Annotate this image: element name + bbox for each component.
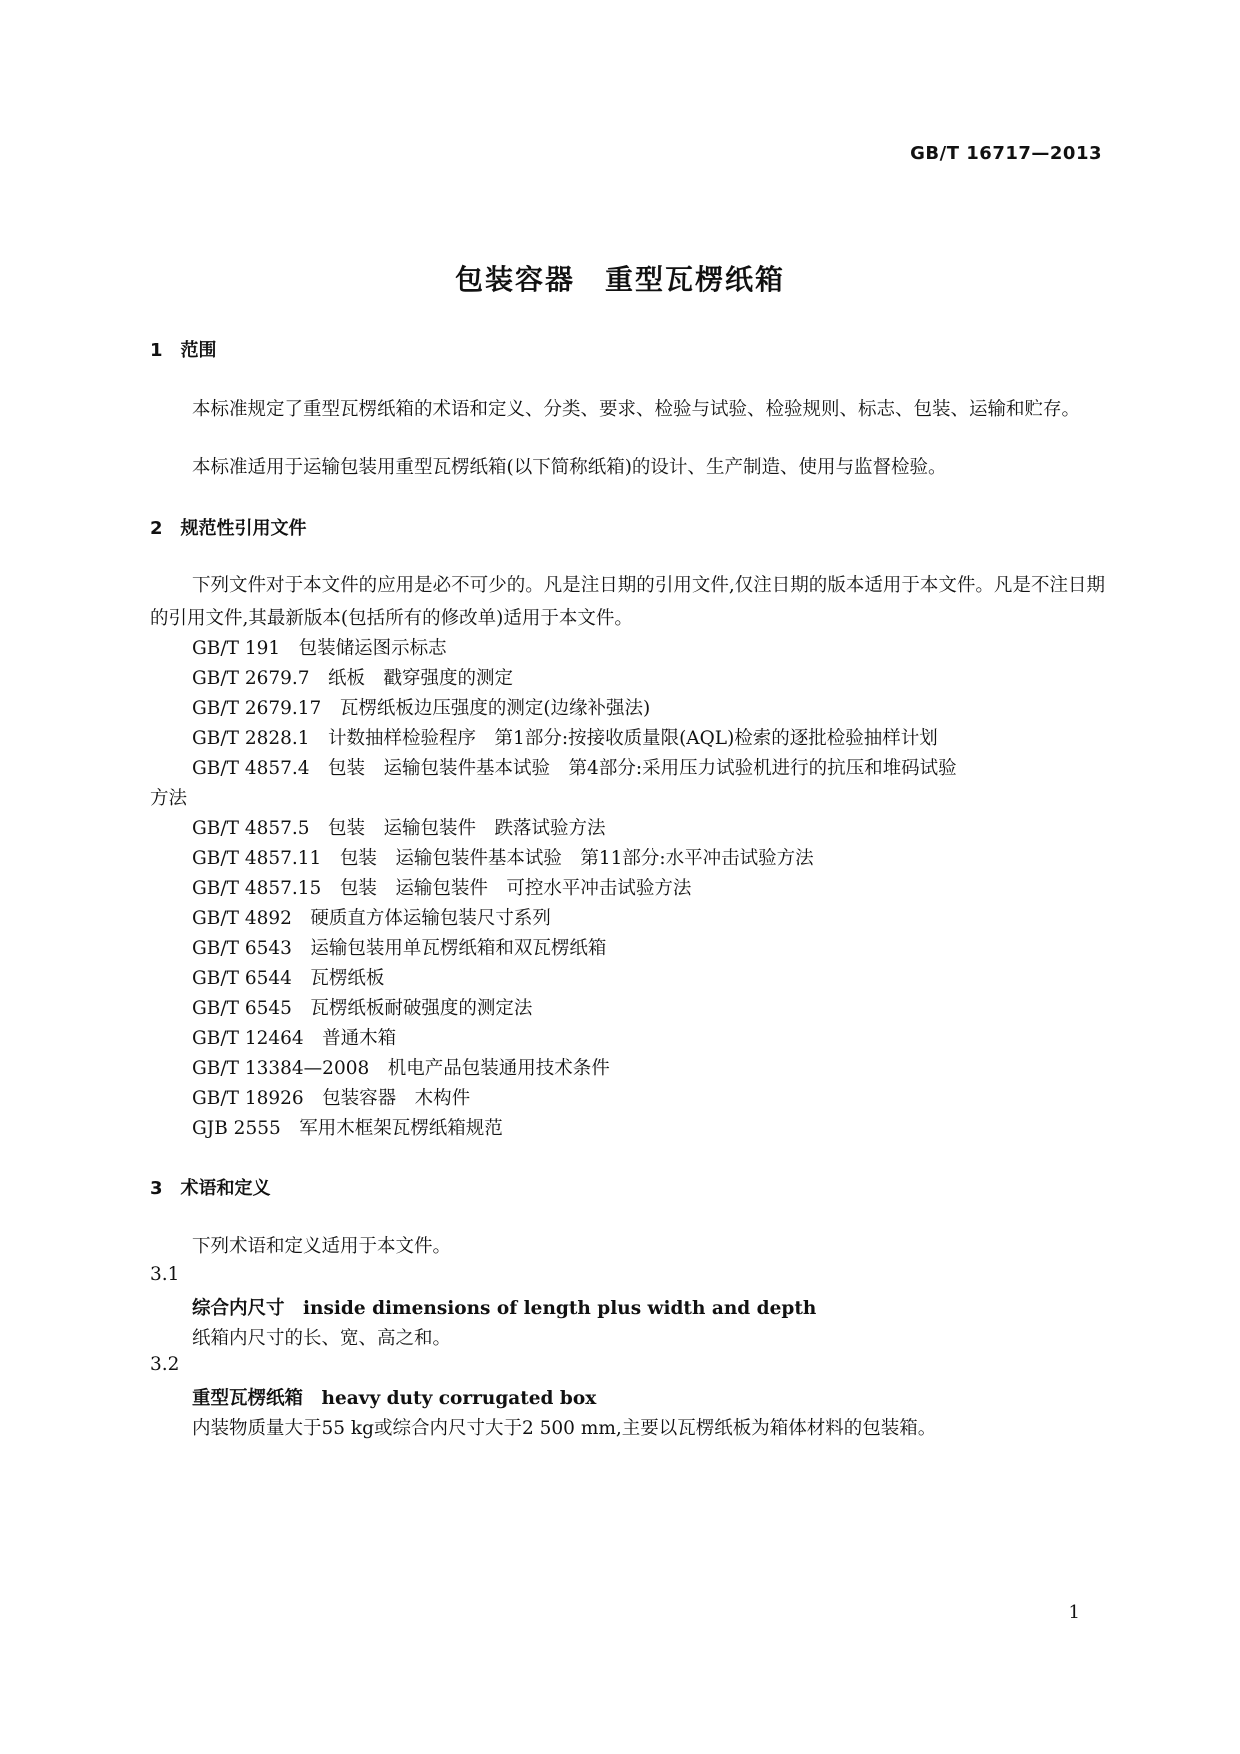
page-number: 1 [1068,1602,1080,1623]
scope-paragraph-2: 本标准适用于运输包装用重型瓦楞纸箱(以下简称纸箱)的设计、生产制造、使用与监督检验。 [192,457,947,478]
document-title: 包装容器 重型瓦楞纸箱 [454,263,785,296]
reference-item: GB/T 2828.1 计数抽样检验程序 第1部分:按接收质量限(AQL)检索的逐批检验抽样计划 [192,728,938,749]
reference-item: GB/T 4857.15 包装 运输包装件 可控水平冲击试验方法 [192,878,692,899]
reference-item: GB/T 4857.4 包装 运输包装件基本试验 第4部分:采用压力试验机进行的抗压和堆码试验 [192,758,957,779]
references-intro-paragraph: 下列文件对于本文件的应用是必不可少的。凡是注日期的引用文件,仅注日期的版本适用于本文件。凡是不注日期的引用文件,其最新版本(包括所有的修改单)适用于本文件。 [150,575,1105,629]
reference-item: GJB 2555 军用木框架瓦楞纸箱规范 [192,1118,503,1139]
reference-item: GB/T 6545 瓦楞纸板耐破强度的测定法 [192,998,533,1019]
section-heading-normative-references: 2 规范性引用文件 [150,518,307,539]
reference-item: GB/T 6543 运输包装用单瓦楞纸箱和双瓦楞纸箱 [192,938,607,959]
reference-item: GB/T 4857.11 包装 运输包装件基本试验 第11部分:水平冲击试验方法 [192,848,814,869]
term-title: 重型瓦楞纸箱 heavy duty corrugated box [192,1388,597,1409]
reference-item: GB/T 191 包装储运图示标志 [192,638,447,659]
reference-item: GB/T 2679.7 纸板 戳穿强度的测定 [192,668,514,689]
section-heading-scope: 1 范围 [150,340,217,361]
term-definition: 内装物质量大于55 kg或综合内尺寸大于2 500 mm,主要以瓦楞纸板为箱体材料的包装箱。 [192,1418,937,1439]
term-title: 综合内尺寸 inside dimensions of length plus width and depth [192,1298,817,1319]
terms-intro: 下列术语和定义适用于本文件。 [192,1236,452,1257]
term-definition: 纸箱内尺寸的长、宽、高之和。 [192,1328,452,1349]
reference-item: GB/T 2679.17 瓦楞纸板边压强度的测定(边缘补强法) [192,698,651,719]
reference-item: GB/T 4892 硬质直方体运输包装尺寸系列 [192,908,551,929]
reference-item: GB/T 13384—2008 机电产品包装通用技术条件 [192,1058,610,1079]
reference-item: GB/T 12464 普通木箱 [192,1028,397,1049]
scope-paragraph-1: 本标准规定了重型瓦楞纸箱的术语和定义、分类、要求、检验与试验、检验规则、标志、包装、运输和贮存。 [192,399,1081,420]
term-number: 3.2 [150,1354,180,1375]
term-number: 3.1 [150,1264,180,1285]
reference-item: GB/T 6544 瓦楞纸板 [192,968,385,989]
document-number: GB/T 16717—2013 [910,143,1102,164]
reference-item-continuation: 方法 [150,788,188,809]
reference-item: GB/T 4857.5 包装 运输包装件 跌落试验方法 [192,818,606,839]
reference-item: GB/T 18926 包装容器 木构件 [192,1088,471,1109]
section-heading-terms-definitions: 3 术语和定义 [150,1178,271,1199]
